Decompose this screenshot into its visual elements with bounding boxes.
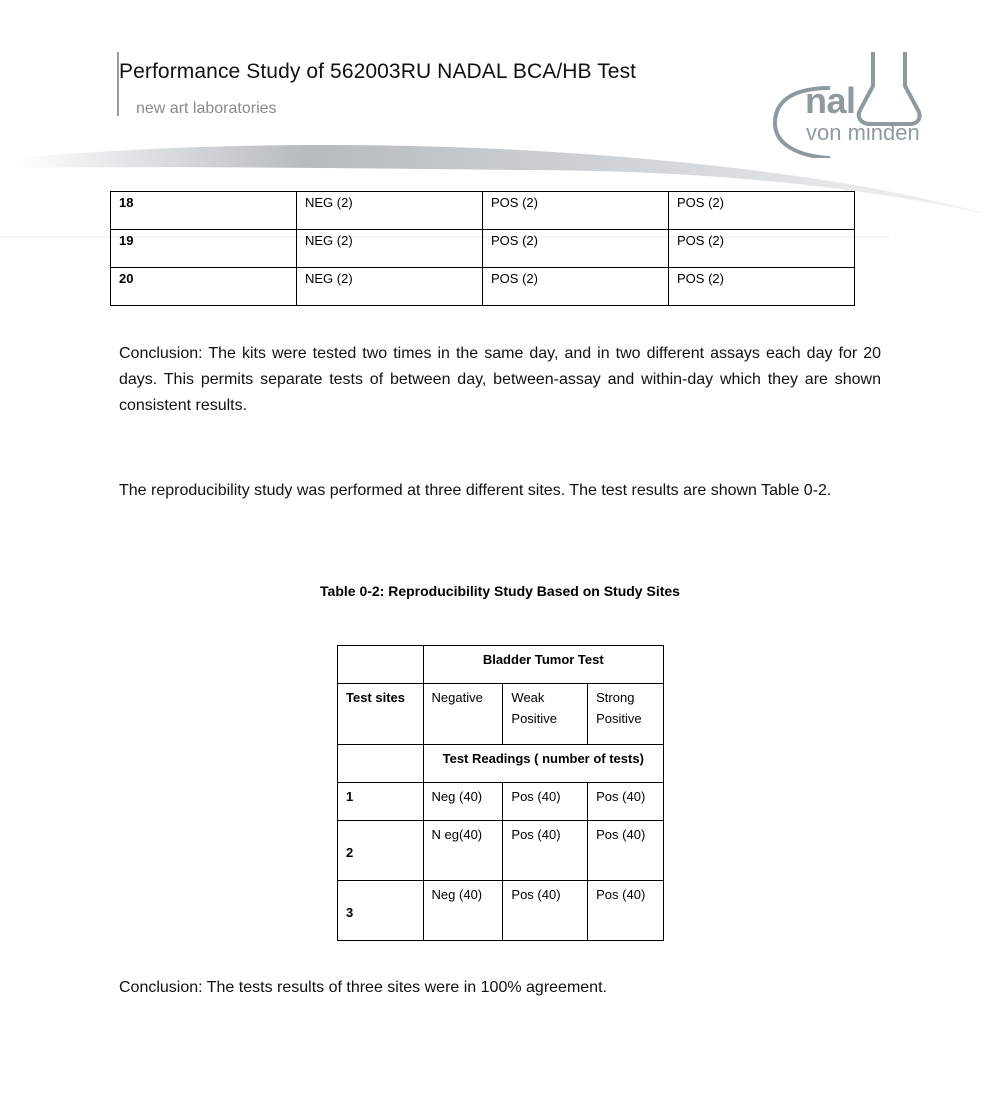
reproducibility-intro-paragraph: The reproducibility study was performed at three different sites. The test results are shown Table 0-2.: [119, 482, 832, 499]
table-row: [338, 684, 664, 745]
result-cell: POS (2): [483, 268, 669, 306]
column-header-weak-positive: Weak Positive: [503, 684, 588, 745]
reproducibility-table: [337, 645, 664, 941]
day-cell: 19: [111, 230, 297, 268]
result-cell: Pos (40): [503, 821, 588, 881]
table-row: [338, 881, 664, 941]
logo-minden-text: von minden: [806, 120, 920, 145]
readings-header-cell: Test Readings ( number of tests): [423, 745, 663, 783]
day-cell: 20: [111, 268, 297, 306]
result-cell: POS (2): [483, 230, 669, 268]
column-header-strong-positive: Strong Positive: [588, 684, 664, 745]
result-cell: POS (2): [483, 192, 669, 230]
site-cell: 1: [338, 783, 424, 821]
precision-results-table: [110, 191, 855, 306]
result-cell: NEG (2): [297, 268, 483, 306]
empty-cell: [338, 646, 424, 684]
result-cell: NEG (2): [297, 230, 483, 268]
result-cell: POS (2): [669, 268, 855, 306]
result-cell: Pos (40): [503, 881, 588, 941]
site-cell: 3: [338, 881, 424, 941]
agreement-conclusion-paragraph: Conclusion: The tests results of three sites were in 100% agreement.: [119, 979, 607, 996]
site-cell: 2: [338, 821, 424, 881]
logo-nal-text: nal: [805, 80, 856, 121]
result-cell: NEG (2): [297, 192, 483, 230]
table-row: [338, 783, 664, 821]
result-cell: Neg (40): [423, 881, 503, 941]
day-cell: 18: [111, 192, 297, 230]
column-header-negative: Negative: [423, 684, 503, 745]
result-cell: POS (2): [669, 230, 855, 268]
document-subtitle: new art laboratories: [136, 100, 277, 117]
group-header-cell: Bladder Tumor Test: [423, 646, 663, 684]
result-cell: Neg (40): [423, 783, 503, 821]
result-cell: Pos (40): [588, 783, 664, 821]
result-cell: Pos (40): [503, 783, 588, 821]
result-cell: POS (2): [669, 192, 855, 230]
conclusion-paragraph: Conclusion: The kits were tested two times in the same day, and in two different assays each day for 20 days. This permits separate tests of between day, between-assay and within-day which they are shown consistent results.: [119, 345, 881, 414]
table-row: [338, 745, 664, 783]
document-title: Performance Study of 562003RU NADAL BCA/HB Test: [119, 60, 637, 83]
table-row: [111, 230, 855, 268]
result-cell: N eg(40): [423, 821, 503, 881]
table-row: [111, 268, 855, 306]
column-header-sites: Test sites: [338, 684, 424, 745]
result-cell: Pos (40): [588, 881, 664, 941]
result-cell: Pos (40): [588, 821, 664, 881]
empty-cell: [338, 745, 424, 783]
table-row: [111, 192, 855, 230]
table-caption: Table 0-2: Reproducibility Study Based on Study Sites: [320, 583, 680, 599]
table-row: [338, 646, 664, 684]
table-row: [338, 821, 664, 881]
